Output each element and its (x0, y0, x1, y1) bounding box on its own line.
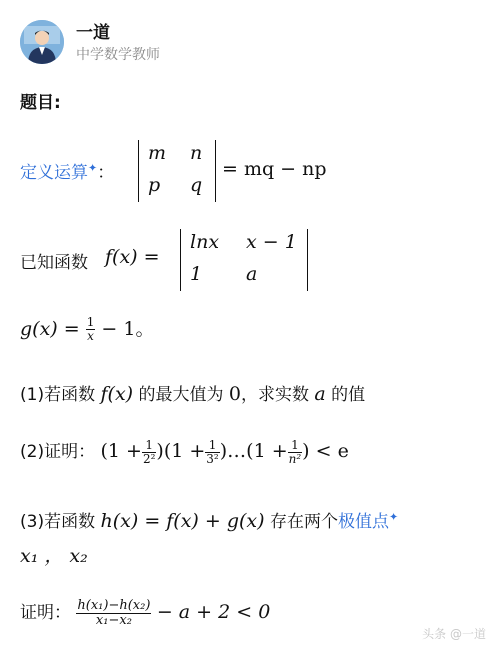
known-fx: f(x) = (105, 246, 160, 268)
author-name[interactable]: 一道 (76, 23, 110, 43)
g-definition (20, 314, 154, 343)
proof-frac-num: h(x₁)−h(x₂) (77, 597, 151, 613)
q2-frac-2-num: 1 (205, 439, 219, 453)
question-3 (20, 507, 398, 532)
q2-p2-open: )(1 + (156, 440, 206, 462)
q2-p1-open: (1 + (100, 440, 142, 462)
known-prefix: 已知函数 (20, 253, 88, 273)
definition-link[interactable]: 定义运算 (20, 163, 88, 183)
det-cell-p: p (148, 174, 161, 196)
proof-frac-den: x₁−x₂ (95, 612, 132, 628)
q1-middle: 的最大值为 (138, 385, 224, 405)
definition-colon: ： (97, 163, 115, 183)
author-role: 中学数学教师 (76, 47, 160, 63)
proof-rest: − a + 2 < 0 (156, 601, 271, 623)
q3-hx: h(x) = f(x) + g(x) (100, 510, 265, 532)
q1-after: ，求实数 (240, 385, 309, 405)
teacher-avatar-icon (20, 20, 64, 64)
g-frac-den: x (87, 329, 94, 343)
q2-frac-2 (205, 439, 219, 465)
proof-line (20, 598, 270, 627)
definition-result: = mq − np (222, 158, 327, 180)
q2-prefix: (2)证明： (20, 442, 96, 462)
det-cell-n: n (190, 142, 203, 164)
q3-points: x₁ ， x₂ (20, 545, 88, 567)
g-end: 。 (135, 318, 155, 340)
problem-title: 题目: (20, 93, 61, 113)
q2-frac-3-den: n² (288, 451, 302, 466)
q3-middle: 存在两个 (269, 512, 338, 532)
g-frac-num: 1 (86, 315, 95, 330)
definition-line (20, 158, 114, 183)
g-rest: − 1 (101, 318, 136, 340)
proof-label: 证明： (20, 603, 71, 623)
extreme-point-link[interactable]: 极值点 (337, 512, 389, 532)
q3-prefix: (3)若函数 (20, 512, 96, 532)
q2-frac-1-num: 1 (142, 439, 156, 453)
g-fraction (86, 316, 96, 342)
proof-fraction (76, 599, 151, 627)
det-cell-a: a (246, 263, 258, 285)
q1-fx: f(x) (100, 383, 134, 405)
q1-zero: 0 (228, 383, 241, 405)
q2-close: ) < e (302, 440, 349, 462)
sparkle-icon: ✦ (388, 510, 399, 524)
det-cell-lnx: lnx (190, 231, 220, 253)
watermark: 头条 @一道 (422, 627, 486, 641)
q2-dots: )…(1 + (219, 440, 288, 462)
det-cell-m: m (148, 142, 167, 164)
q2-frac-2-den: 3² (206, 451, 219, 466)
question-2 (20, 437, 349, 465)
q2-frac-1-den: 2² (142, 451, 156, 466)
sparkle-icon: ✦ (88, 161, 98, 175)
avatar[interactable] (20, 20, 64, 64)
q2-frac-3 (288, 439, 303, 465)
q2-frac-1 (142, 439, 156, 465)
q1-end: 的值 (331, 385, 366, 405)
q1-prefix: (1)若函数 (20, 385, 96, 405)
det-cell-x-minus-1: x − 1 (246, 231, 297, 253)
det-cell-q: q (190, 174, 203, 196)
q1-a: a (314, 383, 326, 405)
det-cell-one: 1 (190, 263, 203, 285)
g-lhs: g(x) = (20, 318, 80, 340)
q2-frac-3-num: 1 (288, 439, 303, 453)
question-1 (20, 380, 365, 405)
